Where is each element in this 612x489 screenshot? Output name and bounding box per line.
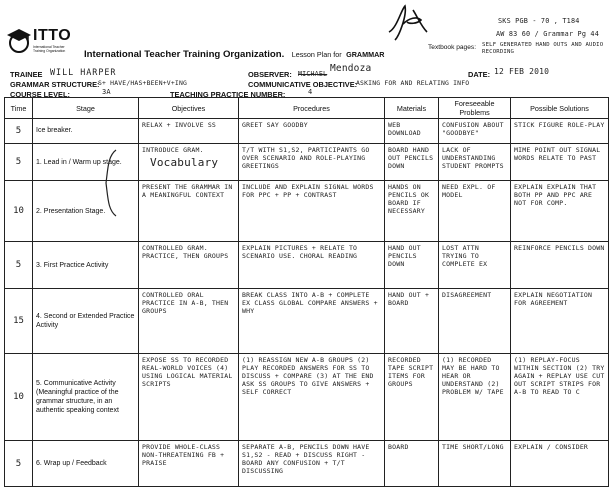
- row-time: 10: [5, 353, 33, 440]
- org-title-line: [84, 44, 384, 62]
- row-stage: 2. Presentation Stage.: [33, 181, 139, 241]
- observer-struck: MICHAEL: [298, 70, 328, 78]
- observer-label: OBSERVER:: [248, 70, 292, 79]
- row-stage: 3. First Practice Activity: [33, 241, 139, 289]
- row-solutions: (1) REPLAY-FOCUS WITHIN SECTION (2) TRY AGAIN + REPLAY USE CUT OUT SCRIPT STRIPS FOR A-B TO READ TO C: [511, 353, 609, 440]
- table-row: [5, 181, 609, 241]
- course-label: COURSE LEVEL:: [10, 90, 70, 99]
- row-procedures: T/T WITH S1,S2, PARTICIPANTS GO OVER SCENARIO AND ROLE-PLAYING GREETINGS: [239, 143, 385, 180]
- bracket-mark: [104, 148, 118, 218]
- trainee-value: WILL HARPER: [50, 67, 117, 77]
- header-materials: Materials: [385, 98, 439, 119]
- row-time: 5: [5, 241, 33, 289]
- logo-text: ITTO: [33, 27, 72, 44]
- textbook-value: SELF GENERATED HAND OUTS AND AUDIO RECORDING: [482, 42, 604, 55]
- row-objectives: RELAX + INVOLVE SS: [139, 119, 239, 144]
- row-solutions: EXPLAIN NEGOTIATION FOR AGREEMENT: [511, 289, 609, 353]
- row-materials: HANDS ON PENCILS OK BOARD IF NECESSARY: [385, 181, 439, 241]
- row-procedures: EXPLAIN PICTURES + RELATE TO SCENARIO USE. CHORAL READING: [239, 241, 385, 289]
- row-problems: (1) RECORDED MAY BE HARD TO HEAR OR UNDERSTAND (2) PROBLEM W/ TAPE: [439, 353, 511, 440]
- row-procedures: (1) REASSIGN NEW A-B GROUPS (2) PLAY RECORDED ANSWERS FOR SS TO DISCUSS + COMPARE (3) AT THE END ASK SS GROUPS TO GIVE ANSWERS + SELF CORRECT: [239, 353, 385, 440]
- row-solutions: MIME POINT OUT SIGNAL WORDS RELATE TO PAST: [511, 143, 609, 180]
- row-stage: 5. Communicative Activity (Meaningful practice of the grammar structure, in an authentic speaking context: [33, 353, 139, 440]
- course-value: 3A: [102, 88, 111, 96]
- row-materials: BOARD: [385, 441, 439, 487]
- signature-image: [383, 2, 431, 44]
- lesson-plan-label: Lesson Plan for: [291, 50, 342, 59]
- logo-subtitle-2: Training Organization: [33, 49, 66, 53]
- row-time: 10: [5, 181, 33, 241]
- org-title: International Teacher Training Organization.: [84, 49, 285, 60]
- header-objectives: Objectives: [139, 98, 239, 119]
- row-objectives: EXPOSE SS TO RECORDED REAL-WORLD VOICES (4) USING LOGICAL MATERIAL SCRIPTS: [139, 353, 239, 440]
- row-problems: NEED EXPL. OF MODEL: [439, 181, 511, 241]
- table-row: [5, 441, 609, 487]
- logo: [6, 22, 76, 62]
- row-time: 15: [5, 289, 33, 353]
- row-objectives-text: INTRODUCE GRAM.: [142, 145, 204, 154]
- row-procedures: GREET SAY GOODBY: [239, 119, 385, 144]
- row-problems: LACK OF UNDERSTANDING STUDENT PROMPTS: [439, 143, 511, 180]
- table-row: [5, 289, 609, 353]
- table-header-row: [5, 98, 609, 119]
- header-solutions: Possible Solutions: [511, 98, 609, 119]
- row-solutions: EXPLAIN EXPLAIN THAT BOTH PP AND PPC ARE NOT FOR COMP.: [511, 181, 609, 241]
- communicative-label: COMMUNICATIVE OBJECTIVE:: [248, 80, 358, 89]
- grammar-label: GRAMMAR STRUCTURE:: [10, 80, 100, 89]
- observer-value: Mendoza: [330, 63, 372, 74]
- row-solutions: STICK FIGURE ROLE-PLAY: [511, 119, 609, 144]
- row-materials: BOARD HAND OUT PENCILS DOWN: [385, 143, 439, 180]
- row-materials: HAND OUT PENCILS DOWN: [385, 241, 439, 289]
- sks-note-2: AW 83 60 / Grammar Pg 44: [496, 30, 600, 38]
- table-row: [5, 143, 609, 180]
- table-row: [5, 241, 609, 289]
- logo-graduation-icon: [6, 26, 32, 54]
- row-objectives: CONTROLLED GRAM. PRACTICE, THEN GROUPS: [139, 241, 239, 289]
- lesson-plan-subject: GRAMMAR: [346, 50, 385, 59]
- row-objectives: PRESENT THE GRAMMAR IN A MEANINGFUL CONTEXT: [139, 181, 239, 241]
- row-materials: HAND OUT + BOARD: [385, 289, 439, 353]
- row-objectives-big: Vocabulary: [150, 155, 219, 169]
- table-row: [5, 119, 609, 144]
- row-stage: 4. Second or Extended Practice Activity: [33, 289, 139, 353]
- row-procedures: INCLUDE AND EXPLAIN SIGNAL WORDS FOR PPC + PP + CONTRAST: [239, 181, 385, 241]
- practice-label: TEACHING PRACTICE NUMBER:: [170, 90, 286, 99]
- row-problems: CONFUSION ABOUT "GOODBYE": [439, 119, 511, 144]
- lesson-plan-table: [4, 97, 609, 487]
- date-label: DATE:: [468, 70, 491, 79]
- practice-value: 4: [308, 88, 313, 96]
- communicative-value: ASKING FOR AND RELATING INFO: [356, 79, 470, 87]
- row-time: 5: [5, 119, 33, 144]
- row-problems: DISAGREEMENT: [439, 289, 511, 353]
- sks-note-1: SKS PGB - 70 , T184: [498, 17, 580, 25]
- row-materials: WEB DOWNLOAD: [385, 119, 439, 144]
- trainee-label: TRAINEE: [10, 70, 43, 79]
- textbook-label: Textbook pages:: [428, 44, 477, 51]
- logo-subtitle-1: International Teacher: [33, 45, 65, 49]
- row-stage: Ice breaker.: [33, 119, 139, 144]
- row-objectives: [139, 143, 239, 180]
- header-problems: Foreseeable Problems: [439, 98, 511, 119]
- row-materials: RECORDED TAPE SCRIPT ITEMS FOR GROUPS: [385, 353, 439, 440]
- header-procedures: Procedures: [239, 98, 385, 119]
- grammar-value: S+ HAVE/HAS+BEEN+V+ING: [98, 79, 188, 87]
- row-objectives: CONTROLLED ORAL PRACTICE IN A-B, THEN GROUPS: [139, 289, 239, 353]
- row-problems: TIME SHORT/LONG: [439, 441, 511, 487]
- row-objectives: PROVIDE WHOLE-CLASS NON-THREATENING FB + PRAISE: [139, 441, 239, 487]
- date-value: 12 FEB 2010: [494, 67, 550, 76]
- header-stage: Stage: [33, 98, 139, 119]
- row-solutions: EXPLAIN / CONSIDER: [511, 441, 609, 487]
- row-solutions: REINFORCE PENCILS DOWN: [511, 241, 609, 289]
- row-procedures: SEPARATE A-B, PENCILS DOWN HAVE S1,S2 - READ + DISCUSS RIGHT - BOARD ANY CONFUSION + T/T DISCUSSING: [239, 441, 385, 487]
- table-row: [5, 353, 609, 440]
- row-problems: LOST ATTN TRYING TO COMPLETE EX: [439, 241, 511, 289]
- row-time: 5: [5, 441, 33, 487]
- row-time: 5: [5, 143, 33, 180]
- row-procedures: BREAK CLASS INTO A-B + COMPLETE EX CLASS GLOBAL COMPARE ANSWERS + WHY: [239, 289, 385, 353]
- header-time: Time: [5, 98, 33, 119]
- row-stage: 6. Wrap up / Feedback: [33, 441, 139, 487]
- row-stage: 1. Lead in / Warm up stage.: [33, 143, 139, 180]
